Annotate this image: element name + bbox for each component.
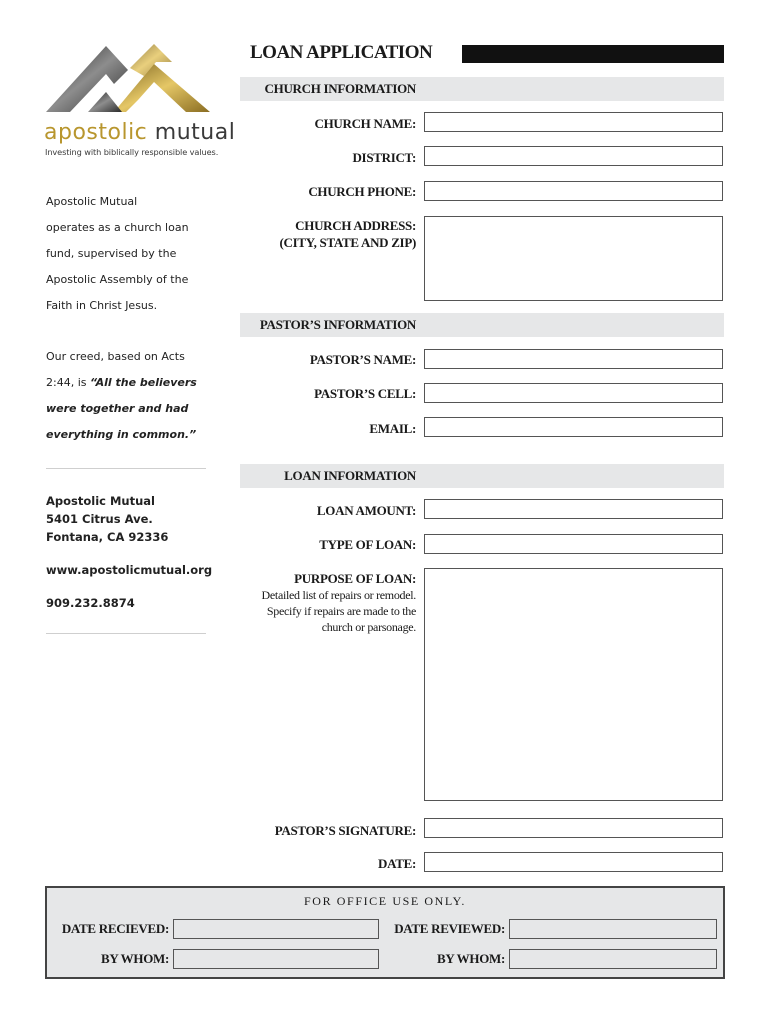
roof-mark-icon xyxy=(44,42,214,117)
loan-amount-label: LOAN AMOUNT: xyxy=(316,503,416,518)
purpose-hint-line: church or parsonage. xyxy=(321,620,416,634)
address-line: 5401 Citrus Ave. xyxy=(46,512,153,526)
type-of-loan-field[interactable] xyxy=(424,534,723,554)
district-label: DISTRICT: xyxy=(352,150,416,165)
purpose-of-loan-label: PURPOSE OF LOAN: xyxy=(294,571,416,586)
purpose-hint-line: Detailed list of repairs or remodel. xyxy=(261,588,416,602)
section-title: LOAN INFORMATION xyxy=(284,468,416,483)
about-text xyxy=(46,189,221,319)
section-title: CHURCH INFORMATION xyxy=(264,81,416,96)
company-logo xyxy=(44,42,236,162)
creed-quote-line: were together and had xyxy=(46,402,189,415)
section-title: PASTOR’S INFORMATION xyxy=(259,317,416,332)
by-whom-field-left[interactable] xyxy=(173,949,379,969)
sidebar-divider xyxy=(46,468,206,469)
about-line: Apostolic Assembly of the xyxy=(46,273,189,286)
brand-tagline: Investing with biblically responsible values. xyxy=(45,147,219,157)
church-address-sublabel: (CITY, STATE AND ZIP) xyxy=(279,235,416,250)
pastor-signature-field[interactable] xyxy=(424,818,723,838)
phone-number: 909.232.8874 xyxy=(46,596,135,610)
address-line: Fontana, CA 92336 xyxy=(46,530,169,544)
date-received-field[interactable] xyxy=(173,919,379,939)
sidebar-divider xyxy=(46,633,206,634)
office-use-box xyxy=(45,886,725,979)
church-phone-field[interactable] xyxy=(424,181,723,201)
title-bar xyxy=(462,45,724,63)
creed-line: 2:44, is xyxy=(46,376,87,389)
purpose-hint xyxy=(262,587,416,635)
about-line: Faith in Christ Jesus. xyxy=(46,299,158,312)
church-address-label: CHURCH ADDRESS: xyxy=(295,218,416,233)
section-church-information xyxy=(240,77,724,101)
church-phone-label: CHURCH PHONE: xyxy=(308,184,416,199)
creed-quote-line: everything in common.” xyxy=(46,428,197,441)
date-reviewed-field[interactable] xyxy=(509,919,717,939)
brand-wordmark xyxy=(44,122,235,144)
by-whom-label-left: BY WHOM: xyxy=(100,951,169,966)
district-field[interactable] xyxy=(424,146,723,166)
date-label: DATE: xyxy=(378,856,416,871)
about-line: operates as a church loan xyxy=(46,221,189,234)
email-label: EMAIL: xyxy=(369,421,416,436)
section-loan-information xyxy=(240,464,724,488)
by-whom-label-right: BY WHOM: xyxy=(436,951,505,966)
brand-name-part1: apostolic xyxy=(44,120,148,145)
page-title: LOAN APPLICATION xyxy=(250,42,433,63)
church-name-label: CHURCH NAME: xyxy=(314,116,416,131)
date-reviewed-label: DATE REVIEWED: xyxy=(394,921,505,936)
about-line: fund, supervised by the xyxy=(46,247,177,260)
pastor-cell-label: PASTOR’S CELL: xyxy=(314,386,416,401)
pastor-signature-label: PASTOR’S SIGNATURE: xyxy=(274,823,416,838)
creed-text xyxy=(46,344,221,448)
type-of-loan-label: TYPE OF LOAN: xyxy=(319,537,416,552)
email-field[interactable] xyxy=(424,417,723,437)
by-whom-field-right[interactable] xyxy=(509,949,717,969)
pastor-name-field[interactable] xyxy=(424,349,723,369)
website-link[interactable]: www.apostolicmutual.org xyxy=(46,563,213,577)
about-line: Apostolic Mutual xyxy=(46,195,138,208)
creed-line: Our creed, based on Acts xyxy=(46,350,185,363)
office-use-title: FOR OFFICE USE ONLY. xyxy=(304,894,466,908)
pastor-cell-field[interactable] xyxy=(424,383,723,403)
purpose-hint-line: Specify if repairs are made to the xyxy=(266,604,416,618)
date-received-label: DATE RECIEVED: xyxy=(61,921,169,936)
creed-quote-line: “All the believers xyxy=(89,376,197,389)
church-name-field[interactable] xyxy=(424,112,723,132)
date-field[interactable] xyxy=(424,852,723,872)
pastor-name-label: PASTOR’S NAME: xyxy=(309,352,416,367)
address-line: Apostolic Mutual xyxy=(46,494,155,508)
church-address-field[interactable] xyxy=(424,216,723,301)
purpose-of-loan-field[interactable] xyxy=(424,568,723,801)
loan-amount-field[interactable] xyxy=(424,499,723,519)
brand-name-part2: mutual xyxy=(154,120,236,145)
section-pastor-information xyxy=(240,313,724,337)
mailing-address xyxy=(46,492,168,546)
